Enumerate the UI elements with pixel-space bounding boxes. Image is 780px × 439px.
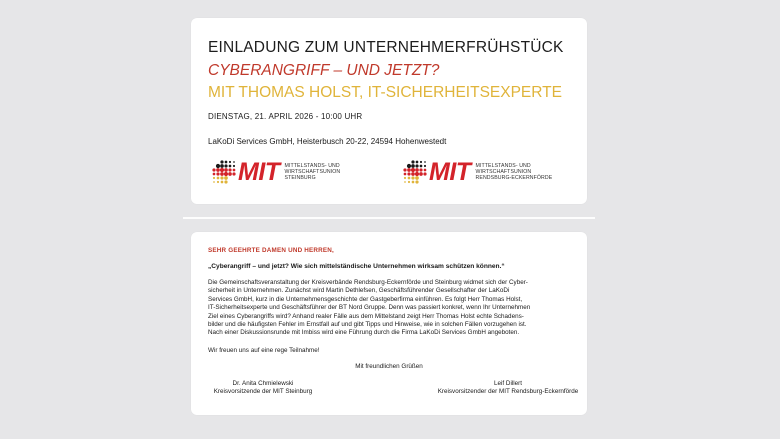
logo-dot	[408, 181, 410, 183]
logo-dot	[220, 172, 224, 176]
logo-row	[208, 159, 587, 189]
logo-dot	[232, 172, 235, 175]
logo-dot	[419, 172, 423, 176]
logo-dot	[228, 168, 231, 171]
signatory-steinburg	[208, 380, 318, 396]
logo-dot	[415, 176, 419, 180]
letter-body: Die Gemeinschaftsveranstaltung der Kreisverbände Rendsburg-Eckernförde und Steinburg widmet sich der Cyber- sicherheit in Unternehmen. Zunächst wird Martin Dethlefsen, Geschäftsführender Gesellschafter der LaKoDi Services GmbH, kurz in die Unternehmensgeschichte der Gastgeberfirma einführen. Es folgt Herr Thomas Holst, IT-Sicherheitsexperte und Geschäftsführer der BT Nord Gruppe. Denn was passiert konkret, wenn Ihr Unternehmen Ziel eines Cyberangriffs wird? Anhand realer Fälle aus dem Mittelstand zeigt Herr Thomas Holst echte Schadens- bilder und die häufigsten Fehler im Ernstfall auf und gibt Tipps und Hinweise, wie in solchen Fällen vorzugehen ist. Nach einer Diskussionsrunde mit Imbiss wird eine Führung durch die Firma LaKoDi Services GmbH angeboten.	[208, 279, 531, 337]
event-date: DIENSTAG, 21. APRIL 2026 - 10:00 UHR	[208, 112, 363, 121]
logo-dot	[224, 164, 227, 167]
mit-rendsburg-logo	[402, 159, 552, 185]
logo-dot	[228, 172, 232, 176]
logo-dot	[216, 172, 219, 175]
logo-dot	[424, 165, 426, 167]
logo-dot	[213, 177, 215, 179]
logo-dot	[225, 161, 228, 164]
logo-dot	[415, 164, 418, 167]
logo-text: MITTELSTANDS- UND WIRTSCHAFTSUNION STEINBURG	[284, 162, 341, 182]
regards-line: Mit freundlichen Grüßen	[355, 362, 423, 370]
logo-dot	[408, 177, 411, 180]
logo-dot	[411, 160, 414, 163]
logo-dot	[411, 168, 415, 172]
logo-dot	[224, 172, 228, 176]
logo-dot	[412, 181, 415, 184]
mit-dot-grid-icon	[211, 159, 237, 185]
logo-dot	[415, 180, 418, 183]
logo-dot	[424, 169, 427, 172]
logo-dot	[404, 173, 407, 176]
logo-dot	[404, 177, 406, 179]
logo-dot	[224, 180, 227, 183]
logo-dot	[415, 172, 419, 176]
invitation-header-card	[191, 18, 587, 204]
signatures	[208, 379, 579, 404]
logo-dot	[411, 172, 415, 176]
logo-dot	[220, 176, 223, 179]
logo-dot	[233, 165, 235, 167]
logo-dot	[420, 161, 422, 163]
logo-text: MITTELSTANDS- UND WIRTSCHAFTSUNION RENDSBURG-ECKERNFÖRDE	[475, 162, 553, 182]
logo-dot	[404, 181, 406, 183]
logo-dot	[411, 164, 415, 168]
logo-mark: MIT	[238, 158, 280, 186]
invitation-speaker: MIT THOMAS HOLST, IT-SICHERHEITSEXPERTE	[208, 84, 562, 101]
logo-dot	[407, 168, 411, 172]
logo-mark: MIT	[429, 158, 471, 186]
logo-dot	[224, 176, 228, 180]
logo-dot	[420, 165, 423, 168]
logo-dot	[220, 168, 224, 172]
logo-dot	[220, 160, 223, 163]
logo-dot	[411, 176, 414, 179]
logo-dot	[416, 161, 419, 164]
logo-dot	[216, 168, 220, 172]
logo-dot	[229, 161, 231, 163]
invitation-letter-card	[191, 232, 587, 415]
event-address: LaKoDi Services GmbH, Heisterbusch 20-22, 24594 Hohenwestedt	[208, 137, 447, 146]
logo-dot	[212, 168, 215, 171]
logo-dot	[415, 168, 419, 172]
event-quote: „Cyberangriff – und jetzt? Wie sich mittelständische Unternehmen wirksam schützen können.“	[208, 263, 505, 270]
logo-dot	[224, 168, 228, 172]
card-divider	[183, 217, 595, 219]
logo-dot	[424, 161, 426, 163]
welcome-line: Wir freuen uns auf eine rege Teilnahme!	[208, 346, 320, 354]
mit-steinburg-logo	[211, 159, 340, 185]
logo-dot	[403, 168, 406, 171]
logo-dot	[217, 181, 219, 183]
signatory-rendsburg	[418, 380, 598, 396]
logo-dot	[217, 177, 220, 180]
signatory-name: Leif Dillert	[494, 379, 522, 387]
logo-dot	[221, 181, 224, 184]
logo-dot	[229, 165, 232, 168]
logo-dot	[423, 172, 426, 175]
invitation-subtitle: CYBERANGRIFF – UND JETZT?	[208, 62, 440, 79]
logo-dot	[220, 164, 224, 168]
logo-dot	[233, 169, 236, 172]
logo-dot	[213, 173, 216, 176]
invitation-title: EINLADUNG ZUM UNTERNEHMERFRÜHSTÜCK	[208, 39, 564, 56]
logo-dot	[419, 168, 422, 171]
logo-dot	[407, 164, 411, 168]
logo-dot	[216, 164, 220, 168]
signatory-role: Kreisvorsitzender der MIT Rendsburg-Eckernförde	[437, 388, 579, 396]
signatory-name: Dr. Anita Chmielewski	[232, 379, 294, 387]
logo-dot	[233, 161, 235, 163]
mit-dot-grid-icon	[402, 159, 428, 185]
salutation: SEHR GEEHRTE DAMEN UND HERREN,	[208, 247, 335, 254]
logo-dot	[407, 172, 410, 175]
signatory-role: Kreisvorsitzende der MIT Steinburg	[213, 388, 313, 396]
logo-dot	[213, 181, 215, 183]
